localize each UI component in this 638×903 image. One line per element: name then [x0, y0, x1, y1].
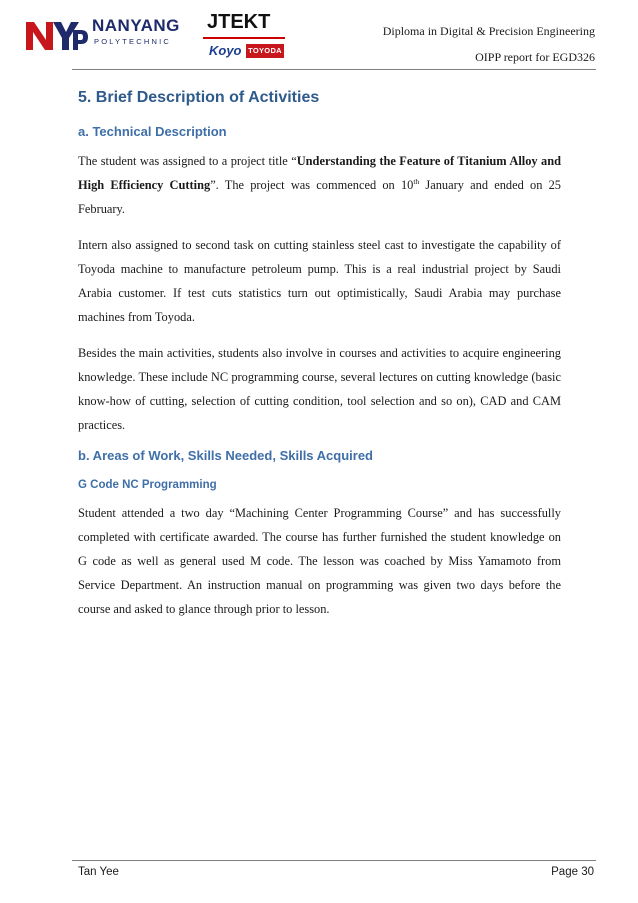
header-report: OIPP report for EGD326	[475, 50, 595, 64]
jtekt-logo	[203, 11, 293, 63]
header-info	[383, 18, 595, 70]
toyoda-logo: TOYODA	[246, 44, 284, 58]
jtekt-logo-rule	[203, 37, 285, 39]
paragraph-project-title: The student was assigned to a project title “Understanding the Feature of Titanium Alloy and High Efficiency Cutting”. The project was commenced on 10th January and ended on 25 February.	[78, 154, 561, 216]
nyp-logo-mark	[26, 16, 88, 50]
heading-g-code: G Code NC Programming	[78, 479, 217, 491]
page-content	[78, 83, 561, 621]
paragraph-second-task: Intern also assigned to second task on cutting stainless steel cast to investigate the capability of Toyoda machine to manufacture petroleum pump. This is a real industrial project by Saudi Arabia customer. If test cuts statistics turn out optimistically, Saudi Arabia may purchase machines from Toyoda.	[78, 238, 561, 324]
nyp-logo-subtitle: POLYTECHNIC	[94, 37, 171, 46]
footer-divider	[72, 860, 596, 861]
footer-author: Tan Yee	[78, 866, 119, 878]
paragraph-programming-course: Student attended a two day “Machining Center Programming Course” and has successfully completed with certificate awarded. The course has further furnished the student knowledge on G code as well as general used M code. The lesson was coached by Miss Yamamoto from Service Department. An instruction manual on programming was given two days before the course and asked to glance through prior to lesson.	[78, 506, 561, 616]
footer-page-number: Page 30	[551, 866, 594, 878]
header-divider	[72, 69, 596, 70]
koyo-logo: Koyo	[209, 43, 242, 58]
jtekt-logo-name: JTEKT	[207, 11, 271, 33]
nyp-logo	[26, 14, 196, 52]
subsection-technical-description: a. Technical Description	[78, 124, 227, 139]
paragraph-courses: Besides the main activities, students also involve in courses and activities to acquire engineering knowledge. These include NC programming course, several lectures on cutting knowledge (basic know-how of cutting, selection of cutting condition, tool selection and so on), CAD and CAM practices.	[78, 346, 561, 432]
nyp-logo-name: NANYANG	[92, 16, 180, 35]
section-title: 5. Brief Description of Activities	[78, 89, 320, 106]
project-title: Understanding the Feature of Titanium Alloy and High Efficiency Cutting	[78, 154, 561, 192]
subsection-areas-of-work: b. Areas of Work, Skills Needed, Skills Acquired	[78, 448, 374, 463]
header-diploma: Diploma in Digital & Precision Engineering	[382, 24, 595, 38]
